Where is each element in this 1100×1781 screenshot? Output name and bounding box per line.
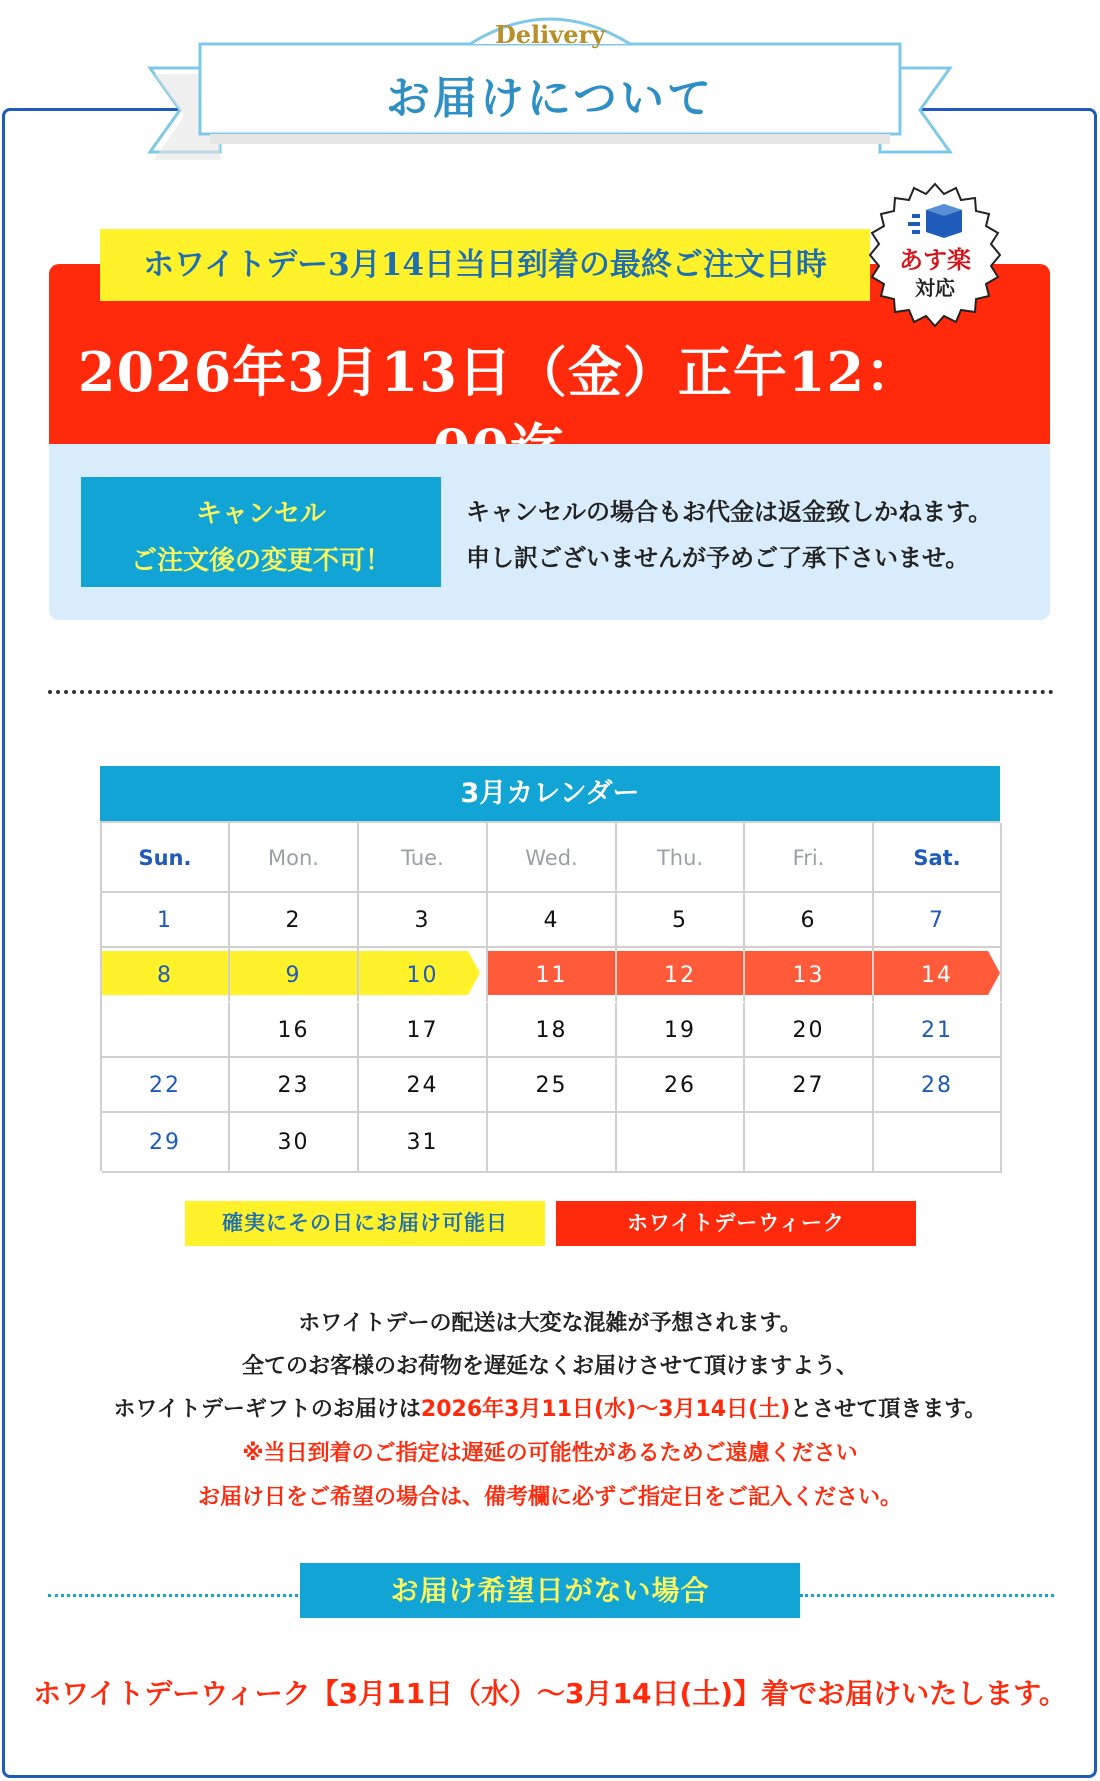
dotted-divider-left xyxy=(48,1594,298,1597)
calendar-day: 18 xyxy=(488,1003,617,1058)
calendar-day xyxy=(745,1113,874,1173)
weekday-header: Mon. xyxy=(230,823,359,893)
calendar-day: 17 xyxy=(359,1003,488,1058)
calendar-day: 10 xyxy=(359,948,488,1003)
calendar-day: 1 xyxy=(102,893,230,948)
no-request-heading: お届け希望日がない場合 xyxy=(390,1574,710,1607)
badge-sublabel: 対応 xyxy=(915,276,955,300)
calendar-day: 25 xyxy=(488,1058,617,1113)
calendar-day xyxy=(488,1113,617,1173)
note-line3-dates: 2026年3月11日(水)～3月14日(土) xyxy=(420,1397,791,1422)
calendar-day: 5 xyxy=(617,893,745,948)
cancel-note-line2: 申し訳ございませんが予めご了承下さいませ。 xyxy=(466,544,970,572)
legend-red-label: ホワイトデーウィーク xyxy=(626,1211,846,1235)
calendar-day: 2 xyxy=(230,893,359,948)
badge-label: あす楽 xyxy=(899,246,971,274)
calendar-day: 13 xyxy=(745,948,874,1003)
calendar-day: 24 xyxy=(359,1058,488,1113)
note-line3 xyxy=(0,1392,1100,1423)
calendar-day: 7 xyxy=(874,893,1002,948)
note-line2-text: 全てのお客様のお荷物を遅延なくお届けさせて頂けますよう、 xyxy=(241,1354,858,1379)
warning-line2: お届け日をご希望の場合は、備考欄に必ずご指定日をご記入ください。 xyxy=(197,1485,902,1510)
calendar-grid xyxy=(100,821,1000,1171)
cancel-label-line1: キャンセル xyxy=(195,499,326,529)
weekday-header: Tue. xyxy=(359,823,488,893)
weekday-header: Fri. xyxy=(745,823,874,893)
calendar-day: 14 xyxy=(874,948,1002,1003)
cancel-label-line2: ご注文後の変更不可！ xyxy=(130,546,391,576)
calendar-day xyxy=(874,1113,1002,1173)
calendar-day: 27 xyxy=(745,1058,874,1113)
calendar-day: 28 xyxy=(874,1058,1002,1113)
calendar-day xyxy=(617,1113,745,1173)
calendar-day: 4 xyxy=(488,893,617,948)
calendar-day: 29 xyxy=(102,1113,230,1173)
calendar-title: 3月カレンダー xyxy=(100,766,1000,821)
note-line2 xyxy=(0,1349,1100,1380)
calendar-day: 23 xyxy=(230,1058,359,1113)
calendar-day: 9 xyxy=(230,948,359,1003)
legend-yellow-label: 確実にその日にお届け可能日 xyxy=(222,1211,508,1235)
calendar-day: 19 xyxy=(617,1003,745,1058)
note-line3-pre: ホワイトデーギフトのお届けは xyxy=(113,1397,421,1422)
warning-line1: ※当日到着のご指定は遅延の可能性があるためご遠慮ください xyxy=(242,1441,858,1466)
calendar-day: 20 xyxy=(745,1003,874,1058)
calendar-day xyxy=(102,1003,230,1058)
calendar-day: 21 xyxy=(874,1003,1002,1058)
deadline-date: 2026年3月13日（金）正午12： xyxy=(77,340,921,404)
calendar-day: 8 xyxy=(102,948,230,1003)
dotted-divider-right xyxy=(800,1594,1054,1597)
weekday-header: Thu. xyxy=(617,823,745,893)
calendar-day: 26 xyxy=(617,1058,745,1113)
calendar-day: 12 xyxy=(617,948,745,1003)
dotted-divider xyxy=(48,690,1054,694)
calendar-day: 6 xyxy=(745,893,874,948)
deadline-tag-label: ホワイトデー3月14日当日到着の最終ご注文日時 xyxy=(143,247,827,283)
section-title: お届けについて xyxy=(385,73,715,124)
note-line1: ホワイトデーの配送は大変な混雑が予想されます。 xyxy=(298,1311,802,1336)
calendar-day: 22 xyxy=(102,1058,230,1113)
section-eyebrow: Delivery xyxy=(494,20,606,49)
calendar-day: 11 xyxy=(488,948,617,1003)
weekday-header: Wed. xyxy=(488,823,617,893)
calendar-day: 3 xyxy=(359,893,488,948)
weekday-header: Sat. xyxy=(874,823,1002,893)
no-request-text: ホワイトデーウィーク【3月11日（水）～3月14日(土)】着でお届けいたします。 xyxy=(33,1677,1067,1710)
calendar-day: 30 xyxy=(230,1113,359,1173)
weekday-header: Sun. xyxy=(102,823,230,893)
cancel-note-line1: キャンセルの場合もお代金は返金致しかねます。 xyxy=(466,498,993,526)
note-line3-post: とさせて頂きます。 xyxy=(790,1397,987,1422)
calendar-day: 16 xyxy=(230,1003,359,1058)
calendar-day: 31 xyxy=(359,1113,488,1173)
